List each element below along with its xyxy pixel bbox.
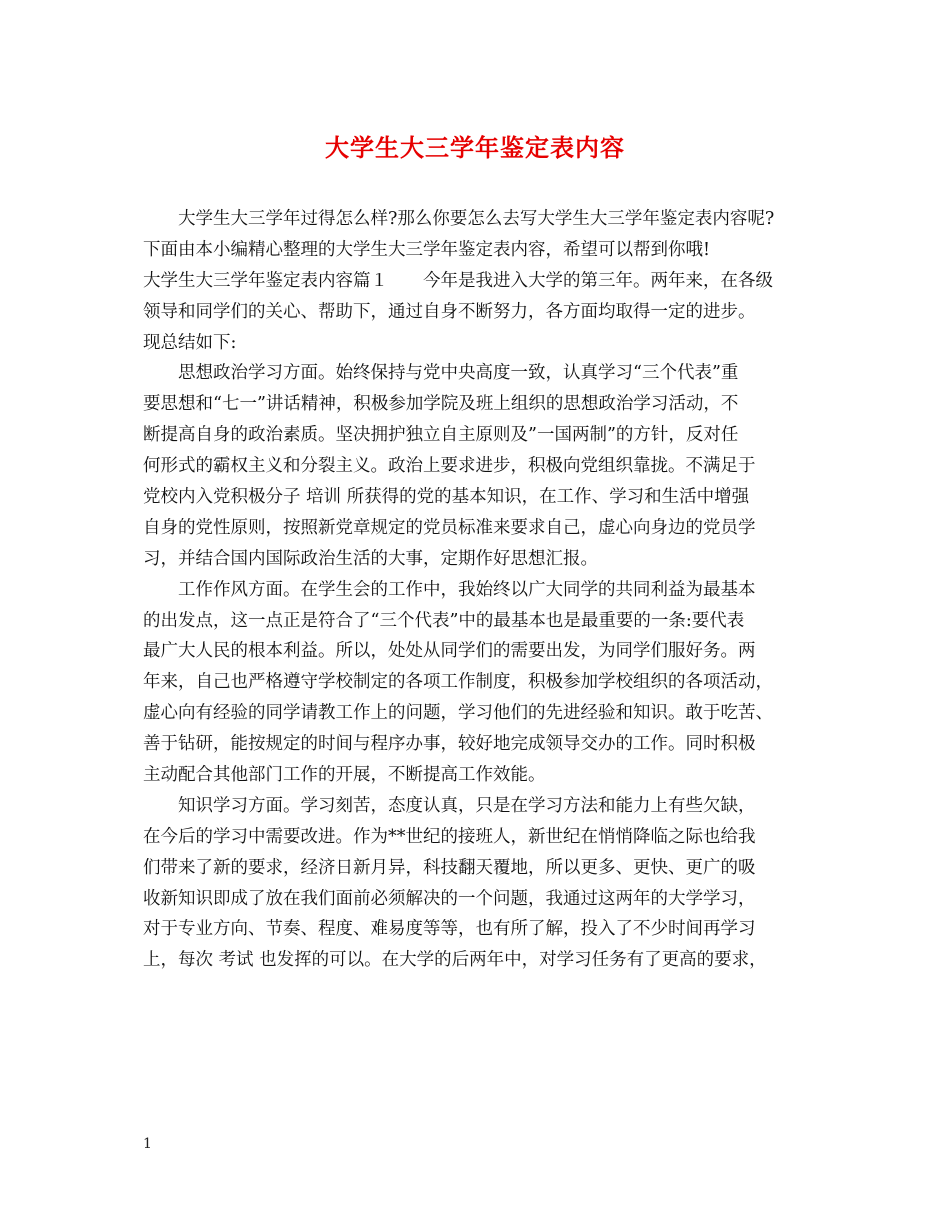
text-line: 党校内入党积极分子 培训 所获得的党的基本知识，在工作、学习和生活中增强 — [143, 487, 750, 508]
text-line: 收新知识即成了放在我们面前必须解决的一个问题，我通过这两年的大学学习， — [143, 888, 756, 909]
text-line: 要思想和“七一”讲话精神，积极参加学院及班上组织的思想政治学习活动，不 — [143, 394, 739, 415]
text-line: 在今后的学习中需要改进。作为**世纪的接班人，新世纪在悄悄降临之际也给我 — [143, 826, 756, 847]
text-line: 领导和同学们的关心、帮助下，通过自身不断努力，各方面均取得一定的进步。 — [143, 301, 756, 322]
text-line: 断提高自身的政治素质。坚决拥护独立自主原则及”一国两制”的方针，反对任 — [143, 425, 739, 446]
text-line: 下面由本小编精心整理的大学生大三学年鉴定表内容，希望可以帮到你哦! — [143, 239, 711, 260]
text-line: 们带来了新的要求，经济日新月异，科技翻天覆地，所以更多、更快、更广的吸 — [143, 857, 756, 878]
text-line: 自身的党性原则，按照新党章规定的党员标准来要求自己，虚心向身边的党员学 — [143, 517, 756, 538]
text-line: 大学生大三学年过得怎么样?那么你要怎么去写大学生大三学年鉴定表内容呢? — [178, 209, 775, 229]
text-line: 何形式的霸权主义和分裂主义。政治上要求进步，积极向党组织靠拢。不满足于 — [143, 456, 756, 477]
text-line: 虚心向有经验的同学请教工作上的问题，学习他们的先进经验和知识。敢于吃苦、 — [143, 703, 773, 724]
text-line: 思想政治学习方面。始终保持与党中央高度一致，认真学习“三个代表”重 — [178, 363, 739, 384]
text-line: 上，每次 考试 也发挥的可以。在大学的后两年中，对学习任务有了更高的要求， — [143, 950, 767, 971]
text-line: 工作作风方面。在学生会的工作中，我始终以广大同学的共同利益为最基本 — [178, 579, 756, 600]
document-body — [143, 204, 828, 976]
text-line: 的出发点，这一点正是符合了“三个代表”中的最基本也是最重要的一条:要代表 — [143, 610, 745, 631]
text-line: 知识学习方面。学习刻苦，态度认真，只是在学习方法和能力上有些欠缺， — [178, 795, 756, 816]
text-line: 现总结如下: — [143, 332, 237, 353]
text-line: 主动配合其他部门工作的开展，不断提高工作效能。 — [143, 765, 546, 786]
page-number: 1 — [143, 1136, 152, 1152]
text-line: 年来，自己也严格遵守学校制定的各项工作制度，积极参加学校组织的各项活动， — [143, 672, 773, 693]
text-line: 大学生大三学年鉴定表内容篇１ 今年是我进入大学的第三年。两年来，在各级 — [143, 270, 773, 291]
text-line: 最广大人民的根本利益。所以，处处从同学们的需要出发，为同学们服好务。两 — [143, 641, 756, 662]
document-title: 大学生大三学年鉴定表内容 — [325, 133, 625, 162]
text-line: 善于钻研，能按规定的时间与程序办事，较好地完成领导交办的工作。同时积极 — [143, 734, 756, 755]
text-line: 习，并结合国内国际政治生活的大事，定期作好思想汇报。 — [143, 548, 598, 569]
text-line: 对于专业方向、节奏、程度、难易度等等，也有所了解，投入了不少时间再学习 — [143, 919, 756, 940]
